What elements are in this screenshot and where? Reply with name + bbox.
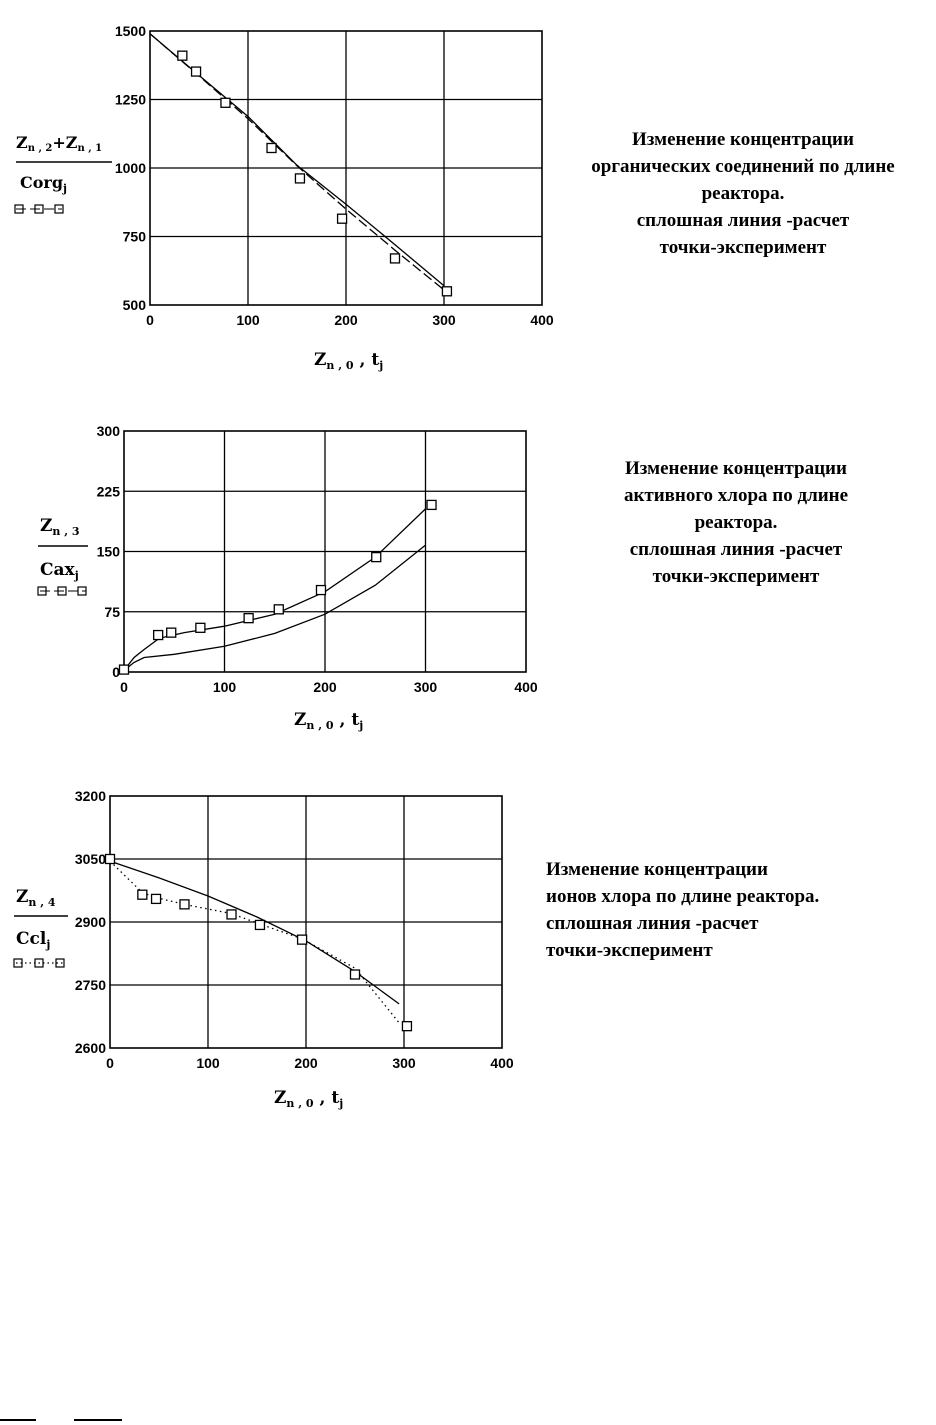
data-point-marker — [196, 623, 205, 632]
x-tick-label: 300 — [432, 312, 456, 328]
y-tick-label: 3050 — [74, 851, 106, 867]
y-label-part: n , 2 — [27, 143, 53, 154]
x-tick-label: 100 — [236, 312, 260, 328]
y-axis-label-1 — [15, 133, 112, 213]
x-tick-label: 200 — [334, 312, 358, 328]
x-tick-label: 400 — [514, 679, 538, 695]
legend-marker-sample — [38, 587, 86, 595]
y-tick-label: 2750 — [74, 977, 106, 993]
x-tick-label: 400 — [490, 1055, 514, 1071]
x-label-part: Z — [314, 350, 327, 370]
svg-text:Zn , 0 , tj — [274, 1088, 343, 1110]
x-tick-label: 100 — [196, 1055, 220, 1071]
caption-line: Изменение концентрации — [546, 859, 768, 880]
y-tick-label: 2900 — [74, 914, 106, 930]
legend-marker-sample — [14, 959, 64, 967]
data-point-marker — [138, 890, 147, 899]
y-tick-label: 3200 — [74, 788, 106, 804]
x-label-part: Z — [294, 710, 307, 730]
x-label-part: j — [379, 359, 384, 372]
y-label-part: n , 1 — [77, 143, 103, 154]
y-axis-label-3 — [14, 887, 68, 967]
x-label-part: j — [359, 719, 364, 732]
data-point-marker — [338, 214, 347, 223]
y-tick-label: 1250 — [114, 91, 146, 108]
data-point-marker — [427, 500, 436, 509]
caption-line: точки-эксперимент — [652, 566, 820, 587]
x-tick-label: 300 — [413, 679, 438, 695]
data-point-marker — [442, 287, 451, 296]
y-tick-label: 500 — [122, 297, 146, 313]
data-point-marker — [298, 935, 307, 944]
plot-area — [75, 788, 514, 1071]
caption-1 — [558, 126, 928, 261]
y-tick-label: 300 — [96, 423, 120, 439]
data-point-marker — [192, 67, 201, 76]
svg-text:Caxj — [40, 560, 79, 582]
y-tick-label: 150 — [96, 543, 120, 560]
y-tick-label: 2600 — [74, 1040, 106, 1056]
plot-area — [97, 423, 538, 695]
x-axis-label-2 — [294, 710, 363, 732]
data-point-marker — [120, 665, 129, 674]
x-axis-label-3 — [274, 1088, 343, 1110]
x-label-part: t — [331, 1088, 340, 1108]
x-label-part: n , 0 — [326, 359, 354, 372]
y-label-part: j — [46, 938, 51, 951]
data-point-marker — [351, 970, 360, 979]
y-label-part: j — [74, 569, 79, 582]
data-point-marker — [178, 51, 187, 60]
y-label-part: Z — [40, 516, 53, 536]
x-tick-label: 100 — [212, 679, 237, 695]
data-point-marker — [295, 174, 304, 183]
x-label-part: n , 0 — [306, 719, 334, 732]
y-label-part: Cax — [40, 560, 75, 580]
caption-line: сплошная линия -расчет — [629, 539, 843, 560]
caption-line: Изменение концентрации — [625, 458, 847, 479]
y-tick-label: 1000 — [114, 160, 146, 176]
y-label-part: Corg — [20, 173, 64, 192]
page-edge-fragment — [0, 1419, 36, 1421]
page-edge-fragment — [74, 1419, 122, 1421]
data-point-marker — [227, 910, 236, 919]
svg-text:Zn , 0 , tj — [314, 350, 383, 372]
x-label-part: n , 0 — [286, 1097, 314, 1110]
data-point-marker — [267, 143, 276, 152]
data-point-marker — [372, 553, 381, 562]
x-tick-label: 300 — [392, 1055, 416, 1071]
x-tick-label: 200 — [313, 679, 337, 695]
y-tick-label: 225 — [96, 483, 120, 500]
svg-text:Zn , 2+Zn , 1 — [16, 133, 102, 154]
x-axis-label-1 — [314, 350, 383, 372]
caption-line: сплошная линия -расчет — [546, 913, 759, 934]
series-line-solid — [124, 509, 426, 671]
svg-text:Zn , 4 — [16, 887, 56, 909]
caption-line: точки-эксперимент — [659, 237, 827, 258]
caption-line: реактора. — [701, 183, 785, 204]
data-point-marker — [106, 855, 115, 864]
x-label-part: t — [351, 710, 360, 730]
data-point-marker — [402, 1022, 411, 1031]
series-line-dotted — [110, 861, 399, 1023]
data-point-marker — [167, 628, 176, 637]
svg-text:Cclj — [16, 929, 50, 951]
data-point-marker — [152, 894, 161, 903]
svg-text:Zn , 3 — [40, 516, 80, 538]
data-point-marker — [180, 900, 189, 909]
y-tick-label: 0 — [112, 664, 120, 680]
y-label-part: + — [52, 133, 66, 152]
x-label-part: , — [313, 1088, 332, 1108]
x-tick-label: 200 — [294, 1055, 318, 1071]
data-point-marker — [221, 98, 230, 107]
y-label-part: Z — [65, 133, 78, 152]
caption-3 — [546, 856, 926, 964]
data-point-marker — [391, 254, 400, 263]
y-label-part: n , 3 — [52, 525, 80, 538]
caption-line: сплошная линия -расчет — [636, 210, 850, 231]
caption-line: органических соединений по длине — [591, 156, 895, 177]
caption-2 — [586, 455, 886, 590]
caption-line: реактора. — [694, 512, 778, 533]
y-tick-label: 1500 — [114, 23, 146, 39]
x-tick-label: 0 — [146, 312, 154, 328]
x-tick-label: 400 — [530, 312, 554, 328]
y-label-part: Ccl — [16, 929, 47, 949]
plot-area — [115, 23, 554, 328]
x-label-part: , — [353, 350, 372, 370]
y-label-part: j — [63, 182, 68, 195]
caption-line: активного хлора по длине — [623, 485, 849, 506]
x-tick-label: 0 — [120, 679, 128, 695]
data-point-marker — [154, 631, 163, 640]
caption-line: Изменение концентрации — [632, 129, 854, 150]
data-point-marker — [244, 614, 253, 623]
x-label-part: j — [339, 1097, 344, 1110]
series-line-solid — [110, 861, 399, 1004]
y-tick-label: 750 — [122, 228, 146, 245]
caption-line: точки-эксперимент — [546, 940, 713, 961]
y-label-part: Z — [16, 887, 29, 907]
data-point-marker — [255, 920, 264, 929]
svg-text:Corgj — [20, 173, 67, 195]
legend-marker-sample — [15, 205, 63, 213]
caption-line: ионов хлора по длине реактора. — [546, 886, 820, 907]
svg-text:Zn , 0 , tj — [294, 710, 363, 732]
y-label-part: Z — [16, 133, 28, 152]
y-axis-label-2 — [38, 516, 88, 595]
y-tick-label: 75 — [104, 603, 120, 620]
x-label-part: Z — [274, 1088, 287, 1108]
data-point-marker — [316, 586, 325, 595]
x-label-part: , — [333, 710, 352, 730]
x-tick-label: 0 — [106, 1055, 114, 1071]
y-label-part: n , 4 — [28, 896, 56, 909]
x-label-part: t — [371, 350, 380, 370]
data-point-marker — [274, 605, 283, 614]
